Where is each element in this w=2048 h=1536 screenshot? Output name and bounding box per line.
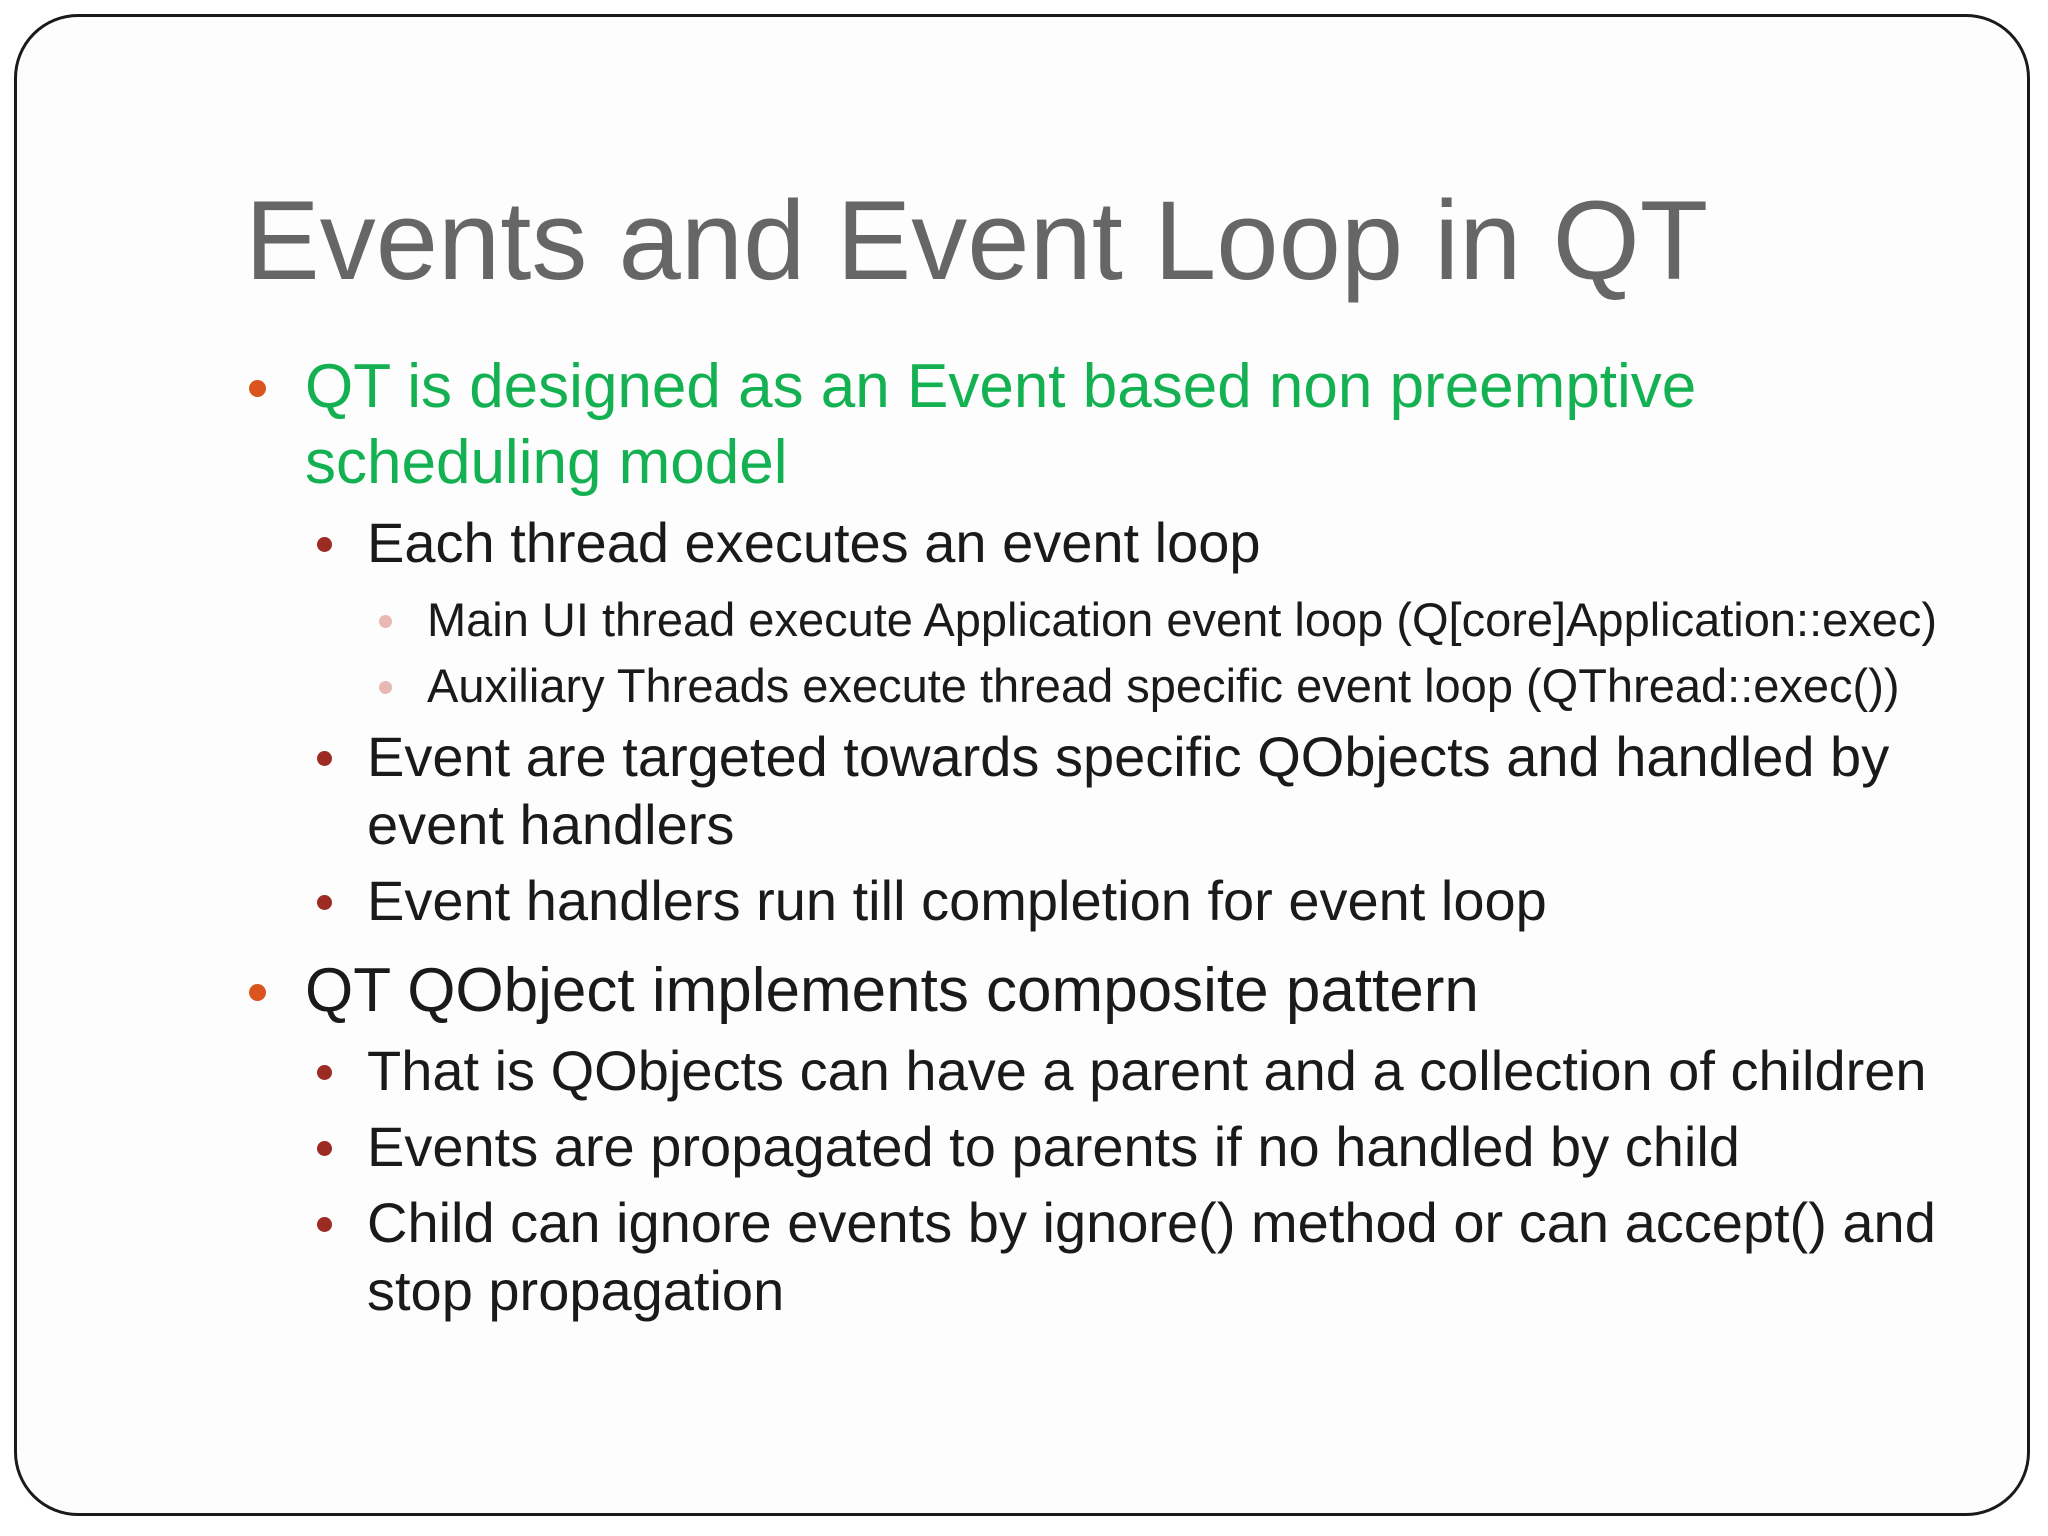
bullet-dot-icon (249, 380, 266, 397)
slide-title: Events and Event Loop in QT (245, 178, 1709, 303)
bullet-text: Auxiliary Threads execute thread specific event loop (QThread::exec()) (427, 659, 1900, 712)
bullet-text: Event handlers run till completion for event loop (367, 869, 1547, 932)
bullet-dot-icon (317, 537, 332, 552)
bullet-dot-icon (249, 984, 266, 1001)
bullet-dot-icon (317, 1141, 332, 1156)
bullet-text: Child can ignore events by ignore() method or can accept() and stop propagation (367, 1191, 1936, 1322)
bullet-item-level2 (307, 1189, 1939, 1325)
bullet-item-level2 (307, 867, 1939, 935)
bullet-text: Event are targeted towards specific QObjects and handled by event handlers (367, 725, 1890, 856)
bullet-text: Main UI thread execute Application event loop (Q[core]Application::exec) (427, 593, 1938, 646)
bullet-item-level3 (367, 591, 1939, 649)
bullet-item-level2 (307, 723, 1939, 859)
slide (14, 14, 2030, 1516)
bullet-text: Events are propagated to parents if no handled by child (367, 1115, 1740, 1178)
bullet-dot-icon (379, 615, 392, 628)
bullet-text: Each thread executes an event loop (367, 511, 1261, 574)
bullet-dot-icon (317, 1065, 332, 1080)
bullet-item-level1 (239, 953, 1939, 1029)
bullet-text: QT QObject implements composite pattern (305, 956, 1479, 1025)
bullet-item-level1 (239, 349, 1939, 501)
bullet-dot-icon (317, 1217, 332, 1232)
bullet-text: That is QObjects can have a parent and a collection of children (367, 1039, 1927, 1102)
bullet-dot-icon (379, 681, 392, 694)
bullet-list (239, 349, 1939, 1325)
bullet-item-level2 (307, 1113, 1939, 1181)
bullet-item-level2 (307, 1037, 1939, 1105)
bullet-dot-icon (317, 895, 332, 910)
bullet-item-level3 (367, 657, 1939, 715)
bullet-item-level2 (307, 509, 1939, 577)
bullet-dot-icon (317, 751, 332, 766)
bullet-text: QT is designed as an Event based non preemptive scheduling model (305, 352, 1697, 497)
